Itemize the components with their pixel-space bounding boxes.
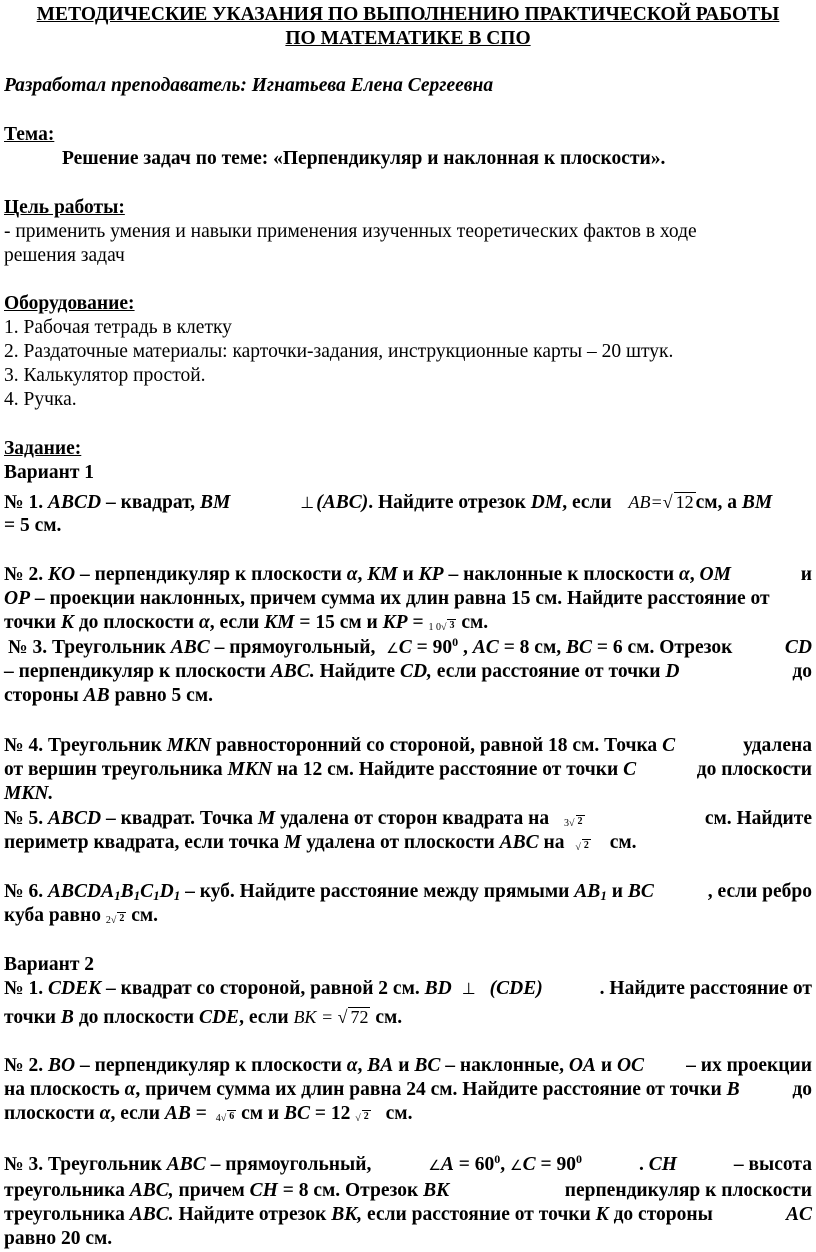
- radicand: 72: [350, 1007, 369, 1027]
- text-run: куба равно: [4, 905, 106, 926]
- goal-text-line-1: - применить умения и навыки применения изученных теоретических фактов в ходе: [4, 221, 697, 242]
- v2-problem-3-line-2: [4, 1179, 812, 1203]
- text-run: стороны: [4, 685, 84, 706]
- math-term: BA: [367, 1055, 394, 1076]
- text-run: – высота: [733, 1154, 812, 1175]
- radicand: 12: [675, 492, 694, 512]
- text-run: – квадрат со стороной, равной 2 см.: [101, 978, 425, 999]
- superscript: 0: [575, 1152, 582, 1166]
- math-term: BK,: [331, 1204, 363, 1225]
- text-run: , если: [562, 492, 612, 513]
- text-run: – перпендикуляр к плоскости: [75, 564, 347, 585]
- text-run: до плоскости: [696, 759, 812, 780]
- text-run: – их проекции: [686, 1055, 812, 1076]
- subscript: 1: [133, 888, 141, 903]
- angle-symbol: ∠: [428, 1159, 441, 1174]
- v1-problem-3-line-3: [4, 684, 213, 708]
- v2-problem-3-line-3: [4, 1203, 812, 1227]
- math-term: α: [346, 564, 358, 585]
- equipment-item: 4. Ручка.: [4, 389, 77, 410]
- perpendicular-symbol: ⊥: [461, 981, 476, 998]
- math-term: D: [665, 661, 680, 682]
- text-run: см.: [456, 612, 489, 633]
- text-run: – перпендикуляр к плоскости: [4, 661, 271, 682]
- text-run: на плоскость: [4, 1079, 125, 1100]
- radicand: 3: [449, 620, 455, 631]
- text-run: – квадрат. Точка: [101, 808, 258, 829]
- text-run: перпендикуляр к плоскости: [564, 1180, 812, 1201]
- text-run: треугольника: [4, 1180, 130, 1201]
- text-run: ,: [458, 637, 473, 658]
- v1-problem-2-line-1: [4, 563, 812, 587]
- math-term: KP: [382, 612, 408, 633]
- text-run: равносторонний со стороной, равной 18 см. Точка: [211, 735, 663, 756]
- text-run: плоскости: [4, 1103, 100, 1124]
- v2-problem-1-line-2: [4, 1005, 402, 1030]
- superscript: 0: [494, 1152, 501, 1166]
- math-term: ABC,: [129, 1180, 174, 1201]
- math-term: D: [159, 881, 174, 902]
- math-term: α: [124, 1079, 136, 1100]
- problem-number: № 1.: [4, 978, 48, 999]
- document-title-line-2: ПО МАТЕМАТИКЕ В СПО: [285, 28, 531, 49]
- text-run: см.: [370, 1007, 403, 1028]
- text-run: ,: [689, 564, 700, 585]
- math-term: (CDE): [489, 978, 543, 999]
- radicand: 6: [229, 1111, 235, 1122]
- v2-problem-2-line-3: плоскости α, если AB = 4√ 6 см и BC = 12 √ 2 см.: [4, 1103, 413, 1124]
- math-term: BD: [424, 978, 452, 999]
- radicand: 2: [577, 816, 583, 827]
- text-run: и: [606, 881, 628, 902]
- math-term: ABCD: [47, 808, 102, 829]
- math-term: OP: [4, 588, 30, 609]
- text-run: ,: [357, 1055, 368, 1076]
- math-term: BC: [414, 1055, 441, 1076]
- text-run: ,: [500, 1154, 511, 1175]
- text-run: треугольника: [4, 1204, 130, 1225]
- text-run: – наклонные,: [440, 1055, 569, 1076]
- text-run: , если: [209, 612, 265, 633]
- text-run: = 90: [411, 637, 453, 658]
- radical: [227, 1110, 236, 1123]
- math-term: C: [662, 735, 676, 756]
- subscript: 1: [173, 888, 181, 903]
- math-term: M: [283, 832, 302, 853]
- text-run: =: [407, 612, 429, 633]
- math-term: AB: [83, 685, 110, 706]
- angle-symbol: ∠: [510, 1159, 523, 1174]
- text-run: до: [792, 661, 812, 682]
- text-run: причем: [173, 1180, 250, 1201]
- text-run: до плоскости: [73, 1007, 199, 1028]
- text-run: Найдите отрезок: [173, 1204, 332, 1225]
- math-term: α: [346, 1055, 358, 1076]
- text-run: если расстояние от точки: [362, 1204, 596, 1225]
- math-term: BC: [284, 1103, 311, 1124]
- math-term: K: [595, 1204, 609, 1225]
- text-run: точки: [4, 612, 61, 633]
- v2-problem-2-line-1: [4, 1054, 812, 1078]
- v1-problem-2-line-3: точки K до плоскости α, если KM = 15 см и KP = 1 0√ 3 см.: [4, 612, 489, 633]
- problem-number: № 2.: [4, 564, 48, 585]
- radicand: 2: [119, 913, 125, 924]
- v1-problem-1-line-1: [4, 490, 772, 516]
- math-term: KO: [47, 564, 76, 585]
- text-run: . Найдите расстояние от: [599, 978, 812, 999]
- text-run: см, а: [695, 492, 742, 513]
- text-run: см.: [126, 905, 159, 926]
- math-term: CH: [249, 1180, 278, 1201]
- v1-problem-1-line-2: = 5 см.: [4, 515, 62, 536]
- math-term: C: [140, 881, 154, 902]
- text-run: = 15 см и: [294, 612, 383, 633]
- text-run: .: [638, 1154, 649, 1175]
- text-run: – наклонные к плоскости: [443, 564, 679, 585]
- text-run: , если: [239, 1007, 294, 1028]
- math-term: KM: [367, 564, 398, 585]
- text-run: – квадрат,: [101, 492, 200, 513]
- math-term: AB: [574, 881, 601, 902]
- math-term: KM: [264, 612, 295, 633]
- text-run: , если ребро: [707, 881, 812, 902]
- text-run: см и: [236, 1103, 285, 1124]
- text-run: от вершин треугольника: [4, 759, 228, 780]
- formula-ab-sqrt12: AB=√ 12: [628, 492, 694, 512]
- math-term: ABC: [499, 832, 539, 853]
- radical: [582, 839, 591, 852]
- v1-problem-4-line-1: [4, 734, 812, 758]
- radicand: 2: [583, 840, 589, 851]
- math-term: ABC: [170, 637, 210, 658]
- text-run: см.: [604, 832, 637, 853]
- math-term: ABCD: [47, 492, 102, 513]
- goal-label: Цель работы:: [4, 197, 125, 218]
- text-run: периметр квадрата, если точка: [4, 832, 284, 853]
- text-run: , причем сумма их длин равна 24 см. Найдите расстояние от точки: [135, 1079, 727, 1100]
- text-run: – куб. Найдите расстояние между прямыми: [180, 881, 575, 902]
- text-run: до плоскости: [73, 612, 199, 633]
- math-term: DM: [530, 492, 563, 513]
- math-term: C: [623, 759, 637, 780]
- text-run: и: [595, 1055, 617, 1076]
- math-term: KP: [418, 564, 444, 585]
- math-term: CDE: [198, 1007, 240, 1028]
- v1-problem-3-line-1: [8, 636, 812, 662]
- text-run: и: [393, 1055, 415, 1076]
- text-run: Найдите: [314, 661, 400, 682]
- radical: [117, 912, 126, 925]
- text-run: = 6 см. Отрезок: [592, 637, 733, 658]
- text-run: удалена от плоскости: [301, 832, 500, 853]
- equipment-item: 1. Рабочая тетрадь в клетку: [4, 317, 232, 338]
- equipment-item: 3. Калькулятор простой.: [4, 365, 206, 386]
- problem-number: № 5.: [4, 808, 48, 829]
- math-term: BK: [423, 1180, 450, 1201]
- math-term: A: [440, 1154, 454, 1175]
- coefficient: 1 0: [428, 622, 441, 633]
- math-term: BO: [47, 1055, 76, 1076]
- v1-problem-4-line-2: [4, 758, 812, 782]
- math-term: OC: [616, 1055, 645, 1076]
- text-run: = 8 см,: [498, 637, 566, 658]
- v1-problem-6-line-1: [4, 880, 812, 904]
- coefficient: 2: [105, 915, 111, 926]
- problem-number: № 3. Треугольник: [8, 637, 171, 658]
- coefficient: 4: [215, 1113, 221, 1124]
- math-term: OM: [699, 564, 731, 585]
- text-run: до стороны: [608, 1204, 713, 1225]
- text-run: – перпендикуляр к плоскости: [75, 1055, 347, 1076]
- equipment-item: 2. Раздаточные материалы: карточки-задания, инструкционные карты – 20 штук.: [4, 341, 674, 362]
- text-run: см.: [380, 1103, 413, 1124]
- math-term: B: [726, 1079, 740, 1100]
- text-run: ,: [357, 564, 368, 585]
- math-term: OA: [568, 1055, 596, 1076]
- math-term: ABCDA: [47, 881, 115, 902]
- problem-number: № 4. Треугольник: [4, 735, 167, 756]
- v1-problem-3-line-2: [4, 660, 812, 684]
- math-term: CDEK: [47, 978, 102, 999]
- coefficient: 3: [564, 818, 570, 829]
- text-run: и: [397, 564, 419, 585]
- document-title-line-1: МЕТОДИЧЕСКИЕ УКАЗАНИЯ ПО ВЫПОЛНЕНИЮ ПРАКТИЧЕСКОЙ РАБОТЫ: [36, 4, 780, 25]
- text-run: см. Найдите: [704, 808, 812, 829]
- author-line: Разработал преподаватель: Игнатьева Елена Сергеевна: [4, 75, 494, 96]
- math-term: AB: [164, 1103, 191, 1124]
- topic-text: Решение задач по теме: «Перпендикуляр и наклонная к плоскости».: [62, 148, 666, 169]
- variant-2-heading: Вариант 2: [4, 954, 95, 975]
- math-term: BK: [293, 1007, 317, 1027]
- formula-bk-sqrt72: BK = √ 72: [293, 1007, 369, 1027]
- problem-number: № 2.: [4, 1055, 48, 1076]
- math-term: B: [120, 881, 134, 902]
- text-run: . Найдите отрезок: [368, 492, 531, 513]
- math-term: BC: [627, 881, 654, 902]
- v1-problem-5-line-2: периметр квадрата, если точка M удалена от плоскости ABC на √ 2 см.: [4, 832, 637, 853]
- equipment-label: Оборудование:: [4, 293, 135, 314]
- perpendicular-symbol: ⊥: [300, 495, 315, 512]
- subscript: 1: [600, 888, 607, 903]
- v2-problem-3-line-4: равно 20 см.: [4, 1228, 113, 1249]
- radicand: 2: [363, 1111, 369, 1122]
- text-run: точки: [4, 1007, 61, 1028]
- math-term: (ABC): [316, 492, 369, 513]
- math-term: BC: [566, 637, 593, 658]
- math-term: AB: [628, 492, 651, 512]
- v1-problem-2-line-2: [4, 587, 770, 611]
- text-run: на: [538, 832, 570, 853]
- math-term: CD: [784, 637, 812, 658]
- math-term: ABC: [166, 1154, 206, 1175]
- math-term: CD,: [399, 661, 432, 682]
- text-run: и: [800, 564, 812, 585]
- math-term: BM: [741, 492, 773, 513]
- problem-number: № 1.: [4, 492, 48, 513]
- math-term: C: [522, 1154, 536, 1175]
- variant-1-heading: Вариант 1: [4, 462, 95, 483]
- math-term: AC: [785, 1204, 812, 1225]
- subscript: 1: [114, 888, 121, 903]
- math-term: CH: [648, 1154, 677, 1175]
- text-run: = 8 см. Отрезок: [277, 1180, 424, 1201]
- task-label: Задание:: [4, 438, 82, 459]
- v1-problem-4-line-3: MKN.: [4, 783, 54, 804]
- math-term: C: [398, 637, 412, 658]
- math-term: AC: [472, 637, 499, 658]
- v1-problem-5-line-1: № 5. ABCD – квадрат. Точка M удалена от сторон квадрата на 3√ 2 см. Найдите: [4, 807, 812, 836]
- radical: [362, 1110, 371, 1123]
- math-term: MKN: [166, 735, 212, 756]
- topic-label: Тема:: [4, 124, 55, 145]
- superscript: 0: [452, 635, 459, 649]
- math-term: α: [678, 564, 690, 585]
- text-run: = 12: [310, 1103, 356, 1124]
- math-term: BM: [199, 492, 231, 513]
- math-term: ABC.: [270, 661, 315, 682]
- text-run: – прямоугольный,: [205, 1154, 372, 1175]
- radical: [576, 815, 585, 828]
- text-run: до: [792, 1079, 812, 1100]
- v2-problem-1-line-1: [4, 977, 812, 1002]
- text-run: – проекции наклонных, причем сумма их длин равна 15 см. Найдите расстояние от: [30, 588, 770, 609]
- problem-number: № 3. Треугольник: [4, 1154, 167, 1175]
- text-run: =: [190, 1103, 212, 1124]
- v1-problem-6-line-2: куба равно 2√ 2 см.: [4, 905, 159, 926]
- text-run: , если: [110, 1103, 165, 1124]
- math-term: MKN: [227, 759, 272, 780]
- angle-symbol: ∠: [386, 642, 399, 657]
- text-run: удалена от сторон квадрата на: [275, 808, 555, 829]
- math-term: M: [257, 808, 276, 829]
- text-run: если расстояние от точки: [431, 661, 666, 682]
- v2-problem-3-line-1: [4, 1153, 812, 1179]
- math-term: B: [60, 1007, 74, 1028]
- math-term: α: [99, 1103, 111, 1124]
- text-run: на 12 см. Найдите расстояние от точки: [271, 759, 624, 780]
- text-run: удалена: [743, 735, 812, 756]
- math-term: α: [198, 612, 210, 633]
- text-run: – прямоугольный,: [209, 637, 381, 658]
- problem-number: № 6.: [4, 881, 48, 902]
- subscript: 1: [153, 888, 160, 903]
- text-run: = 90: [535, 1154, 576, 1175]
- math-term: K: [60, 612, 74, 633]
- v2-problem-2-line-2: [4, 1078, 812, 1102]
- math-term: ABC.: [129, 1204, 174, 1225]
- text-run: = 60: [453, 1154, 495, 1175]
- text-run: равно 5 см.: [109, 685, 213, 706]
- goal-text-line-2: решения задач: [4, 245, 125, 266]
